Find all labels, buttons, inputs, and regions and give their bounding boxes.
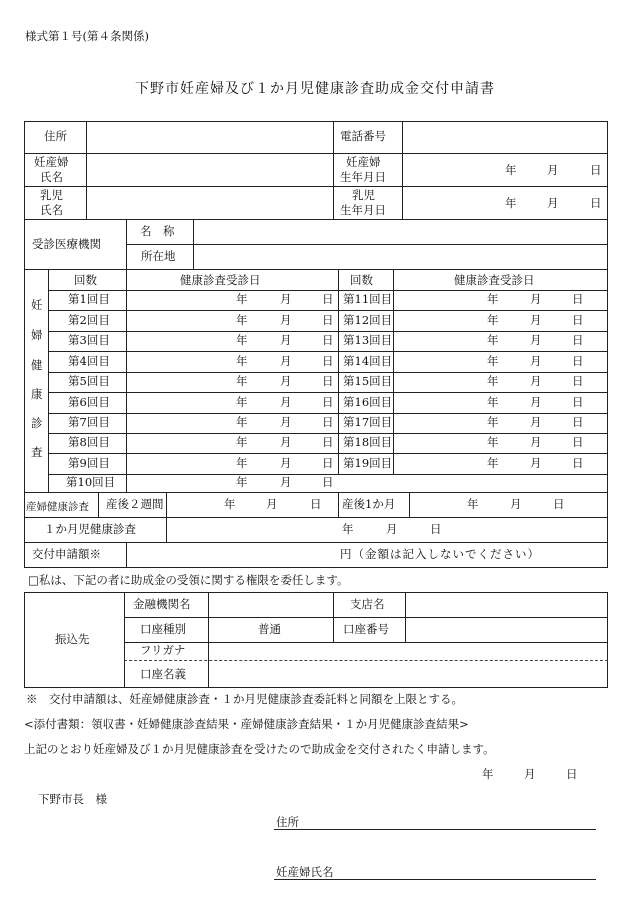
phone-label: 電話番号 [340,129,386,143]
visit-date-field[interactable] [127,332,338,351]
year-unit: 年 [487,374,499,388]
date-header-left: 健康診査受診日 [180,273,261,287]
day-unit: 日 [322,374,334,388]
visit-label: 第8回目 [68,435,110,449]
visit-label: 第1回目 [68,292,110,306]
page-title: 下野市妊産婦及び１か月児健康診査助成金交付申請書 [135,81,495,97]
month-unit: 月 [280,395,292,409]
month-unit: 月 [280,415,292,429]
branch-field[interactable] [406,593,607,617]
year-unit: 年 [236,354,248,368]
exam-vertical-6: 査 [31,445,43,459]
day-unit: 日 [322,395,334,409]
infant-name-label-1: 乳児 [40,188,63,202]
post-2week-label: 産後２週間 [106,497,164,511]
visit-label: 第18回目 [343,435,393,449]
addressee: 下野市長 様 [38,792,107,806]
year-unit: 年 [482,767,494,781]
signer-name-line[interactable] [274,879,596,880]
visit-label: 第11回目 [343,292,393,306]
signer-address-line[interactable] [274,829,596,830]
day-unit: 日 [572,374,584,388]
mother-birth-label-2: 生年月日 [340,170,386,184]
day-unit: 日 [566,767,578,781]
mother-name-field[interactable] [87,154,333,186]
month-unit: 月 [524,767,536,781]
visit-date-field[interactable] [127,434,338,453]
year-unit: 年 [487,395,499,409]
mother-name-label-2: 氏名 [40,170,63,184]
exam-vertical-5: 診 [31,416,43,430]
account-number-field[interactable] [406,618,607,642]
year-unit: 年 [487,456,499,470]
month-unit: 月 [386,522,398,536]
branch-label: 支店名 [350,597,385,611]
visit-label: 第2回目 [68,313,110,327]
account-type-label: 口座種別 [140,622,186,636]
infant-exam-label: １か月児健康診査 [44,522,136,536]
year-unit: 年 [505,163,517,177]
year-unit: 年 [487,435,499,449]
postpartum-label: 産婦健康診査 [26,501,89,513]
signer-name-label: 妊産婦氏名 [276,865,334,879]
note-attachments: <添付書類：領収書・妊婦健康診査結果・産婦健康診査結果・１か月児健康診査結果> [24,717,469,731]
transfer-label: 振込先 [55,632,90,646]
visit-date-field[interactable] [127,291,338,310]
year-unit: 年 [505,196,517,210]
month-unit: 月 [530,374,542,388]
day-unit: 日 [572,435,584,449]
exam-vertical-3: 健 [31,358,43,372]
day-unit: 日 [322,313,334,327]
month-unit: 月 [280,374,292,388]
month-unit: 月 [547,163,559,177]
month-unit: 月 [280,292,292,306]
visit-label: 第16回目 [343,395,393,409]
year-unit: 年 [236,475,248,489]
day-unit: 日 [572,292,584,306]
infant-birth-label-2: 生年月日 [340,203,386,217]
day-unit: 日 [572,395,584,409]
address-label: 住所 [44,129,67,143]
day-unit: 日 [572,313,584,327]
institution-label: 受診医療機関 [32,237,101,251]
visit-date-field[interactable] [127,475,338,492]
day-unit: 日 [572,354,584,368]
day-unit: 日 [590,196,602,210]
year-unit: 年 [487,292,499,306]
month-unit: 月 [266,497,278,511]
year-unit: 年 [236,374,248,388]
visit-date-field[interactable] [127,414,338,433]
month-unit: 月 [280,435,292,449]
mother-name-label-1: 妊産婦 [34,155,69,169]
month-unit: 月 [530,354,542,368]
institution-address-label: 所在地 [141,249,176,263]
month-unit: 月 [530,395,542,409]
year-unit: 年 [487,333,499,347]
day-unit: 日 [322,475,334,489]
visit-label: 第9回目 [68,456,110,470]
post-1month-label: 産後1か月 [342,497,396,511]
declaration-text: 上記のとおり妊産婦及び１か月児健康診査を受けたので助成金を交付されたく申請します。 [24,742,495,756]
visit-date-field[interactable] [127,311,338,331]
visit-date-field[interactable] [127,393,338,413]
day-unit: 日 [322,292,334,306]
month-unit: 月 [280,333,292,347]
account-number-label: 口座番号 [343,622,389,636]
bank-name-label: 金融機関名 [133,597,191,611]
visit-date-field[interactable] [127,373,338,392]
visit-date-field[interactable] [127,352,338,372]
month-unit: 月 [547,196,559,210]
exam-vertical-2: 婦 [31,328,43,342]
year-unit: 年 [224,497,236,511]
visit-label: 第4回目 [68,354,110,368]
institution-name-field[interactable] [194,220,607,244]
form-number: 様式第１号(第４条関係) [25,29,149,43]
year-unit: 年 [487,354,499,368]
furigana-field[interactable] [209,643,607,660]
note-limit: ※ 交付申請額は、妊産婦健康診査・１か月児健康診査委託料と同額を上限とする。 [26,692,463,706]
visit-label: 第13回目 [343,333,393,347]
year-unit: 年 [236,292,248,306]
month-unit: 月 [530,415,542,429]
count-header-left: 回数 [74,273,97,287]
amount-label: 交付申請額※ [32,547,101,561]
year-unit: 年 [236,456,248,470]
exam-vertical-4: 康 [31,387,43,401]
visit-date-field[interactable] [127,454,338,474]
day-unit: 日 [572,456,584,470]
day-unit: 日 [310,497,322,511]
infant-name-label-2: 氏名 [40,203,63,217]
month-unit: 月 [530,456,542,470]
day-unit: 日 [322,415,334,429]
visit-label: 第5回目 [68,374,110,388]
date-header-right: 健康診査受診日 [454,273,535,287]
phone-field[interactable] [403,122,607,153]
month-unit: 月 [280,313,292,327]
day-unit: 日 [572,333,584,347]
institution-address-field[interactable] [194,245,607,269]
visit-label: 第14回目 [343,354,393,368]
year-unit: 年 [236,435,248,449]
month-unit: 月 [530,435,542,449]
infant-birth-label-1: 乳児 [352,188,375,202]
amount-note: 円（金額は記入しないでください） [340,547,540,561]
visit-label: 第7回目 [68,415,110,429]
visit-label: 第19回目 [343,456,393,470]
signer-address-label: 住所 [276,815,299,829]
day-unit: 日 [572,415,584,429]
amount-field[interactable] [127,543,327,567]
year-unit: 年 [487,313,499,327]
exam-vertical-1: 妊 [31,298,43,312]
day-unit: 日 [430,522,442,536]
address-field[interactable] [87,122,333,153]
account-holder-label: 口座名義 [140,667,186,681]
month-unit: 月 [530,292,542,306]
year-unit: 年 [236,415,248,429]
year-unit: 年 [236,395,248,409]
visit-label: 第17回目 [343,415,393,429]
day-unit: 日 [590,163,602,177]
day-unit: 日 [553,497,565,511]
count-header-right: 回数 [350,273,373,287]
bank-name-field[interactable] [209,593,333,617]
year-unit: 年 [236,333,248,347]
visit-label: 第15回目 [343,374,393,388]
month-unit: 月 [280,475,292,489]
account-type-value[interactable]: 普通 [258,622,281,636]
year-unit: 年 [236,313,248,327]
visit-label: 第12回目 [343,313,393,327]
month-unit: 月 [280,456,292,470]
year-unit: 年 [342,522,354,536]
day-unit: 日 [322,456,334,470]
day-unit: 日 [322,354,334,368]
furigana-label: フリガナ [140,643,186,657]
day-unit: 日 [322,435,334,449]
year-unit: 年 [487,415,499,429]
delegation-checkbox-text[interactable]: □私は、下記の者に助成金の受領に関する権限を委任します。 [28,573,349,587]
account-holder-field[interactable] [209,661,607,687]
infant-name-field[interactable] [87,187,333,219]
visit-label: 第6回目 [68,395,110,409]
month-unit: 月 [510,497,522,511]
mother-birth-label-1: 妊産婦 [346,155,381,169]
year-unit: 年 [467,497,479,511]
month-unit: 月 [280,354,292,368]
visit-label: 第10回目 [66,475,116,489]
month-unit: 月 [530,313,542,327]
visit-label: 第3回目 [68,333,110,347]
month-unit: 月 [530,333,542,347]
day-unit: 日 [322,333,334,347]
institution-name-label: 名 称 [140,224,175,238]
